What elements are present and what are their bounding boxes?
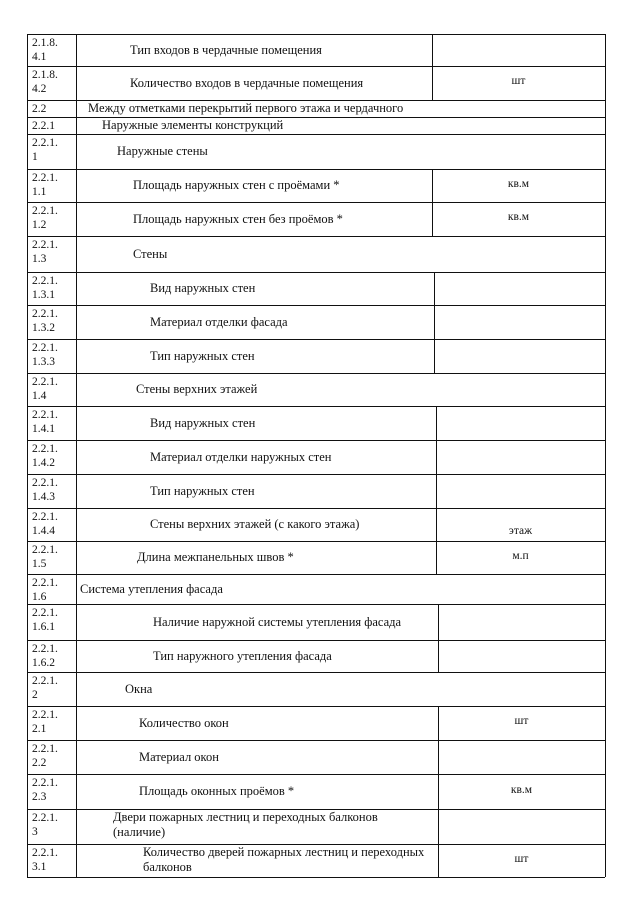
row-number <box>32 375 76 403</box>
row-number-part: 1.4 <box>32 390 47 402</box>
row-label: Тип наружных стен <box>150 349 255 363</box>
row-number-part: 1.6 <box>32 591 47 603</box>
row-number-part: 2.2.1. <box>32 812 58 824</box>
row-number-part: 1.3.1 <box>32 289 55 301</box>
row-unit: кв.м <box>507 211 530 223</box>
row-number <box>32 846 76 874</box>
row-label: Вид наружных стен <box>150 416 256 430</box>
row-label: Окна <box>125 682 153 696</box>
row-number-part: 2.2.1. <box>32 511 58 523</box>
table-row-divider <box>27 202 605 203</box>
row-label: Длина межпанельных швов * <box>137 550 294 564</box>
table-unit-divider <box>434 339 435 373</box>
row-unit: шт <box>514 715 529 727</box>
table-unit-divider <box>436 406 437 440</box>
table-row-divider <box>27 134 605 135</box>
row-label: Наружные стены <box>117 144 208 158</box>
row-unit: кв.м <box>510 784 533 796</box>
row-number-part: 2.2.1. <box>32 643 58 655</box>
row-number <box>32 776 76 804</box>
row-number <box>32 510 76 538</box>
row-label: Площадь оконных проёмов * <box>139 784 295 798</box>
table-unit-divider <box>434 305 435 339</box>
row-label: Наружные элементы конструкций <box>102 118 284 132</box>
row-number-part: 2.2.1 <box>32 120 55 132</box>
table-col-divider <box>76 774 77 809</box>
row-number <box>32 238 76 266</box>
row-number-part: 1.4.4 <box>32 525 55 537</box>
table-row-divider <box>27 169 605 170</box>
row-number <box>32 307 76 335</box>
row-unit: шт <box>511 75 526 87</box>
row-number-part: 2.2.1. <box>32 777 58 789</box>
table-unit-divider <box>438 640 439 672</box>
row-number-part: 2 <box>32 689 38 701</box>
row-number-part: 1.4.2 <box>32 457 55 469</box>
table-col-divider <box>76 406 77 440</box>
row-number <box>32 576 76 604</box>
table-row-divider <box>27 508 605 509</box>
table-col-divider <box>76 117 77 134</box>
table-row-divider <box>27 440 605 441</box>
table-col-divider <box>76 339 77 373</box>
table-row-divider <box>27 339 605 340</box>
row-number <box>32 341 76 369</box>
table-unit-divider <box>436 440 437 474</box>
table-col-divider <box>76 440 77 474</box>
row-label: Количество окон <box>139 716 229 730</box>
table-row-divider <box>27 541 605 542</box>
row-number-part: 1 <box>32 151 38 163</box>
row-label: Стены верхних этажей (с какого этажа) <box>150 517 360 531</box>
table-col-divider <box>76 169 77 202</box>
row-number-part: 3.1 <box>32 861 47 873</box>
row-number <box>32 811 76 839</box>
table-row-divider <box>27 34 605 35</box>
table-unit-divider <box>434 272 435 305</box>
row-number-part: 2.2.1. <box>32 847 58 859</box>
row-unit: этаж <box>508 525 533 537</box>
table-unit-divider <box>436 474 437 508</box>
row-number-part: 1.3.3 <box>32 356 55 368</box>
table-col-divider <box>76 706 77 740</box>
row-number-part: 2.2.1. <box>32 137 58 149</box>
table-border-left <box>27 34 28 877</box>
table-row-divider <box>27 774 605 775</box>
table-col-divider <box>76 740 77 774</box>
row-label: Вид наружных стен <box>150 281 256 295</box>
row-label: Двери пожарных лестниц и переходных балконов (наличие) <box>113 810 378 839</box>
table-row-divider <box>27 640 605 641</box>
row-number <box>32 136 76 164</box>
table-row-divider <box>27 305 605 306</box>
table-row-divider <box>27 474 605 475</box>
row-number-part: 2.2.1. <box>32 342 58 354</box>
row-number-part: 2.1.8. <box>32 37 58 49</box>
row-number <box>32 642 76 670</box>
row-label: Площадь наружных стен с проёмами * <box>133 178 340 192</box>
table-unit-divider <box>438 809 439 844</box>
row-label: Количество дверей пожарных лестниц и переходных балконов <box>143 845 425 874</box>
row-number-part: 2.2.1. <box>32 376 58 388</box>
table-col-divider <box>76 236 77 272</box>
row-number-part: 2.2.1. <box>32 443 58 455</box>
row-number <box>32 36 76 64</box>
row-number <box>32 442 76 470</box>
table-col-divider <box>76 202 77 236</box>
table-row-divider <box>27 272 605 273</box>
row-label: Стены <box>133 247 168 261</box>
table-col-divider <box>76 34 77 66</box>
row-number-part: 1.6.2 <box>32 657 55 669</box>
table-row-divider <box>27 706 605 707</box>
table-col-divider <box>76 66 77 100</box>
table-col-divider <box>76 100 77 117</box>
row-number <box>32 476 76 504</box>
table-col-divider <box>76 604 77 640</box>
row-label: Тип наружного утепления фасада <box>153 649 332 663</box>
table-border-right <box>605 34 606 877</box>
table-col-divider <box>76 574 77 604</box>
row-number-part: 1.6.1 <box>32 621 55 633</box>
table-col-divider <box>76 508 77 541</box>
row-number-part: 2.2.1. <box>32 675 58 687</box>
row-number-part: 2.1 <box>32 723 47 735</box>
table-row-divider <box>27 672 605 673</box>
row-number-part: 2.2.1. <box>32 205 58 217</box>
row-label: Площадь наружных стен без проёмов * <box>133 212 343 226</box>
table-unit-divider <box>438 740 439 774</box>
row-number-part: 2.2 <box>32 103 47 115</box>
table-col-divider <box>76 672 77 706</box>
table-col-divider <box>76 134 77 169</box>
row-number-part: 2.2.1. <box>32 172 58 184</box>
table-row-divider <box>27 406 605 407</box>
row-number-part: 2.2.1. <box>32 709 58 721</box>
table-col-divider <box>76 305 77 339</box>
row-label: Стены верхних этажей <box>136 382 258 396</box>
row-label: Тип наружных стен <box>150 484 255 498</box>
table-row-divider <box>27 574 605 575</box>
row-number-part: 2.2 <box>32 757 47 769</box>
row-number-part: 2.2.1. <box>32 239 58 251</box>
row-number-part: 2.1.8. <box>32 69 58 81</box>
table-row-divider <box>27 604 605 605</box>
row-number-part: 1.4.3 <box>32 491 55 503</box>
row-number-part: 1.4.1 <box>32 423 55 435</box>
row-label: Материал отделки фасада <box>150 315 288 329</box>
row-number <box>32 408 76 436</box>
row-label: Материал отделки наружных стен <box>150 450 332 464</box>
row-number-part: 2.2.1. <box>32 308 58 320</box>
table-row-divider <box>27 236 605 237</box>
row-number <box>32 708 76 736</box>
row-number-part: 2.2.1. <box>32 409 58 421</box>
row-number-part: 1.3 <box>32 253 47 265</box>
table-unit-divider <box>432 34 433 66</box>
row-number-part: 2.2.1. <box>32 275 58 287</box>
row-number-part: 3 <box>32 826 38 838</box>
row-number <box>32 274 76 302</box>
row-number <box>32 102 76 116</box>
table-row-divider <box>27 373 605 374</box>
table-col-divider <box>76 640 77 672</box>
table-col-divider <box>76 844 77 877</box>
table-unit-divider <box>438 604 439 640</box>
row-number-part: 2.2.1. <box>32 477 58 489</box>
row-number-part: 1.1 <box>32 186 47 198</box>
table-col-divider <box>76 809 77 844</box>
row-number-part: 2.3 <box>32 791 47 803</box>
row-label: Количество входов в чердачные помещения <box>130 76 364 90</box>
table-col-divider <box>76 373 77 406</box>
row-number-part: 4.1 <box>32 51 47 63</box>
row-number <box>32 606 76 634</box>
row-number <box>32 68 76 96</box>
table-col-divider <box>76 272 77 305</box>
table-col-divider <box>76 541 77 574</box>
row-number-part: 2.2.1. <box>32 743 58 755</box>
table-row-divider <box>27 66 605 67</box>
row-label: Наличие наружной системы утепления фасада <box>153 615 402 629</box>
row-label: Тип входов в чердачные помещения <box>130 43 322 57</box>
table-row-divider <box>27 877 605 878</box>
row-label: Материал окон <box>139 750 219 764</box>
row-number-part: 4.2 <box>32 83 47 95</box>
row-number-part: 2.2.1. <box>32 607 58 619</box>
row-unit: шт <box>514 853 529 865</box>
row-unit: кв.м <box>507 178 530 190</box>
row-number <box>32 543 76 571</box>
row-number-part: 1.2 <box>32 219 47 231</box>
table-row-divider <box>27 740 605 741</box>
row-number <box>32 204 76 232</box>
row-number <box>32 119 76 133</box>
row-number <box>32 742 76 770</box>
row-label: Между отметками перекрытий первого этажа и чердачного <box>88 101 404 115</box>
table-col-divider <box>76 474 77 508</box>
row-number <box>32 674 76 702</box>
row-number <box>32 171 76 199</box>
row-number-part: 2.2.1. <box>32 544 58 556</box>
row-label: Система утепления фасада <box>80 582 223 596</box>
row-number-part: 2.2.1. <box>32 577 58 589</box>
row-number-part: 1.3.2 <box>32 322 55 334</box>
row-unit: м.п <box>512 550 529 562</box>
row-number-part: 1.5 <box>32 558 47 570</box>
